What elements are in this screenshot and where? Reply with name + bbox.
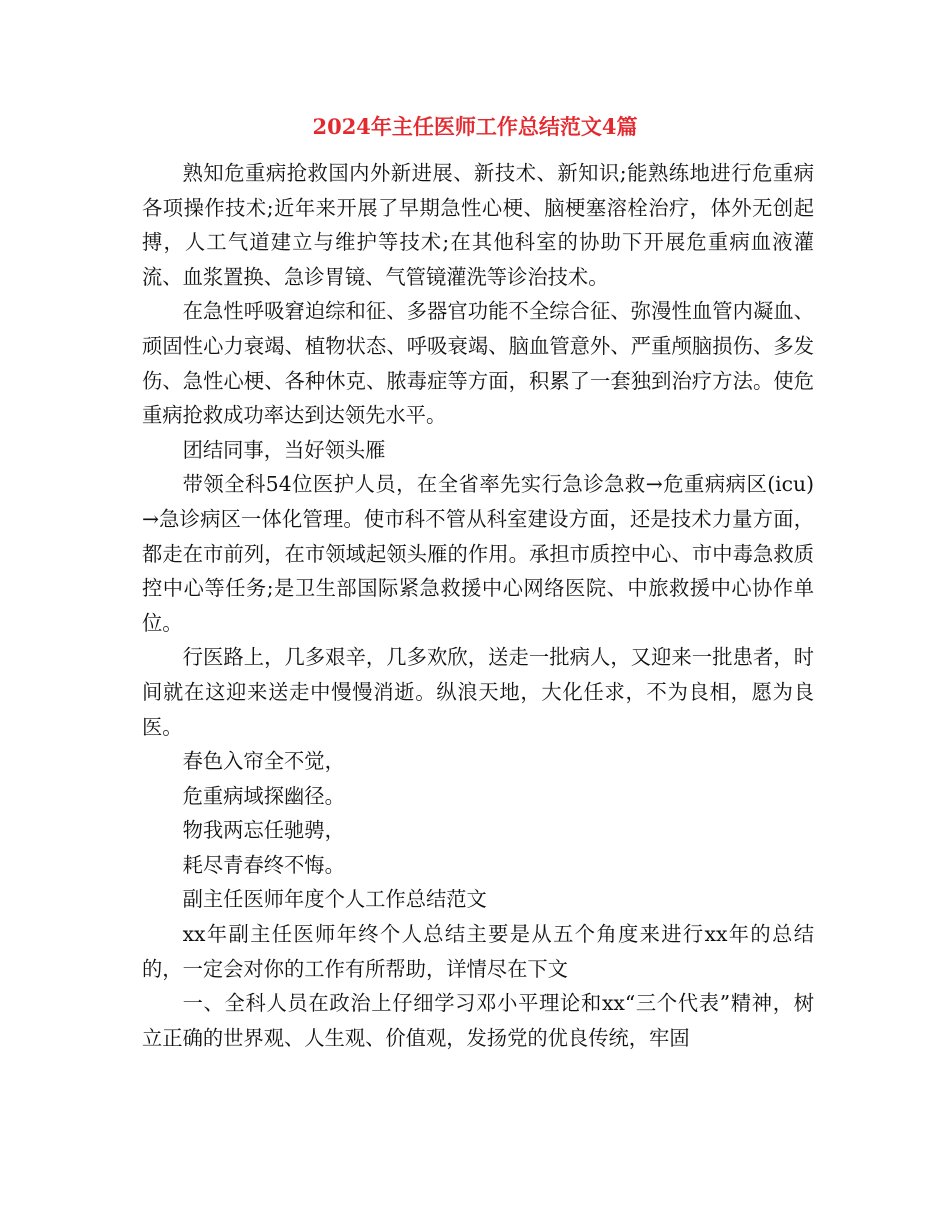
poem-line-2: 危重病域探幽径。: [182, 783, 345, 808]
paragraph-5: 行医路上，几多艰辛，几多欢欣，送走一批病人，又迎来一批患者，时间就在这迎来送走中慢慢消逝。纵浪天地，大化任求，不为良相，愿为良医。: [142, 645, 814, 739]
section-heading: 副主任医师年度个人工作总结范文: [182, 887, 487, 912]
paragraph-1: 熟知危重病抢救国内外新进展、新技术、新知识;能熟练地进行危重病各项操作技术;近年来开展了早期急性心梗、脑梗塞溶栓治疗，体外无创起搏，人工气道建立与维护等技术;在其他科室的协助下开展危重病血液灌流、血浆置换、急诊胃镜、气管镜灌洗等诊治技术。: [142, 161, 814, 289]
paragraph-7: 一、全科人员在政治上仔细学习邓小平理论和xx“三个代表”精神，树立正确的世界观、人生观、价值观，发扬党的优良传统，牢固: [142, 991, 814, 1050]
poem-line-4: 耗尽青春终不悔。: [182, 852, 345, 877]
document-body: [142, 156, 814, 1055]
paragraph-3: 团结同事，当好领头雁: [182, 437, 386, 462]
paragraph-4: 带领全科54位医护人员，在全省率先实行急诊急救→危重病病区(icu)→急诊病区一体化管理。使市科不管从科室建设方面，还是技术力量方面，都走在市前列，在市领域起领头雁的作用。承担市质控中心、市中毒急救质控中心等任务;是卫生部国际紧急救援中心网络医院、中旅救援中心协作单位。: [142, 472, 814, 635]
poem-line-3: 物我两忘任驰骋，: [182, 818, 345, 843]
paragraph-2: 在急性呼吸窘迫综和征、多器官功能不全综合征、弥漫性血管内凝血、顽固性心力衰竭、植物状态、呼吸衰竭、脑血管意外、严重颅脑损伤、多发伤、急性心梗、各种休克、脓毒症等方面，积累了一套独到治疗方法。使危重病抢救成功率达到达领先水平。: [142, 299, 814, 428]
paragraph-6: xx年副主任医师年终个人总结主要是从五个角度来进行xx年的总结的，一定会对你的工作有所帮助，详情尽在下文: [142, 922, 814, 981]
document-title: 2024年主任医师工作总结范文4篇: [312, 114, 638, 139]
poem-line-1: 春色入帘全不觉，: [182, 749, 345, 774]
